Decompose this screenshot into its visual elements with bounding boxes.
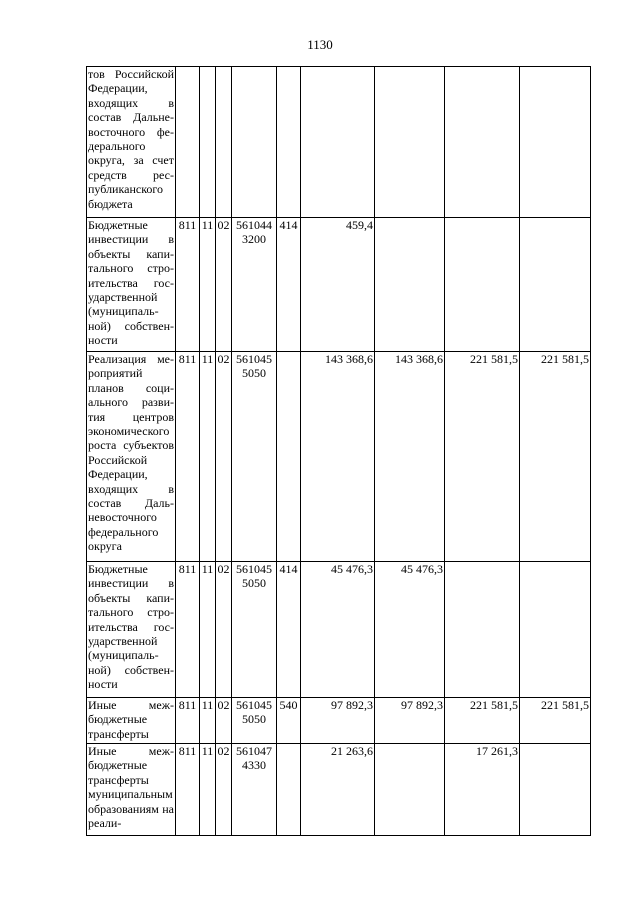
vr-code bbox=[277, 744, 301, 836]
amount-1 bbox=[301, 67, 375, 218]
table-row bbox=[87, 352, 591, 562]
amount-4 bbox=[520, 744, 591, 836]
amount-3 bbox=[445, 218, 520, 352]
row-name: Реализация мероприятий планов социального развития центров экономического роста субъектов Российской Федерации, входящих в состав Дальневосточного федерального округа bbox=[87, 352, 176, 562]
amount-1: 21 263,6 bbox=[301, 744, 375, 836]
row-name: Бюджетные инвестиции в объекты капитального строительства государственной (муниципальной) собственности bbox=[87, 562, 176, 698]
table-row bbox=[87, 218, 591, 352]
rz-code: 11 bbox=[200, 698, 216, 744]
table-row bbox=[87, 744, 591, 836]
row-name: Бюджетные инвестиции в объекты капитального строительства государственной (муниципальной) собственности bbox=[87, 218, 176, 352]
vr-code: 540 bbox=[277, 698, 301, 744]
amount-3 bbox=[445, 67, 520, 218]
amount-2 bbox=[375, 67, 445, 218]
amount-2 bbox=[375, 744, 445, 836]
vr-code: 414 bbox=[277, 218, 301, 352]
row-name: Иные межбюджетные трансферты муниципальным образованиям на реали- bbox=[87, 744, 176, 836]
csr-code: 561045 5050 bbox=[232, 562, 277, 698]
csr-code: 561045 5050 bbox=[232, 698, 277, 744]
table-row bbox=[87, 698, 591, 744]
rz-code bbox=[200, 67, 216, 218]
pr-code bbox=[216, 67, 232, 218]
vr-code: 414 bbox=[277, 562, 301, 698]
amount-2 bbox=[375, 218, 445, 352]
gr-code bbox=[176, 67, 200, 218]
csr-code: 561045 5050 bbox=[232, 352, 277, 562]
pr-code: 02 bbox=[216, 352, 232, 562]
pr-code: 02 bbox=[216, 744, 232, 836]
rz-code: 11 bbox=[200, 562, 216, 698]
rz-code: 11 bbox=[200, 352, 216, 562]
amount-1: 143 368,6 bbox=[301, 352, 375, 562]
pr-code: 02 bbox=[216, 698, 232, 744]
amount-4 bbox=[520, 67, 591, 218]
amount-2: 143 368,6 bbox=[375, 352, 445, 562]
table-row bbox=[87, 67, 591, 218]
amount-3: 17 261,3 bbox=[445, 744, 520, 836]
vr-code bbox=[277, 352, 301, 562]
amount-3: 221 581,5 bbox=[445, 352, 520, 562]
amount-3: 221 581,5 bbox=[445, 698, 520, 744]
amount-4 bbox=[520, 218, 591, 352]
page-number: 1130 bbox=[307, 37, 333, 52]
row-name: Иные межбюджетные трансферты bbox=[87, 698, 176, 744]
csr-code bbox=[232, 67, 277, 218]
gr-code: 811 bbox=[176, 744, 200, 836]
vr-code bbox=[277, 67, 301, 218]
amount-4 bbox=[520, 562, 591, 698]
amount-1: 459,4 bbox=[301, 218, 375, 352]
csr-code: 561044 3200 bbox=[232, 218, 277, 352]
budget-table bbox=[86, 66, 591, 836]
pr-code: 02 bbox=[216, 562, 232, 698]
amount-2: 97 892,3 bbox=[375, 698, 445, 744]
amount-1: 45 476,3 bbox=[301, 562, 375, 698]
csr-code: 561047 4330 bbox=[232, 744, 277, 836]
gr-code: 811 bbox=[176, 562, 200, 698]
amount-1: 97 892,3 bbox=[301, 698, 375, 744]
gr-code: 811 bbox=[176, 698, 200, 744]
amount-3 bbox=[445, 562, 520, 698]
amount-4: 221 581,5 bbox=[520, 352, 591, 562]
pr-code: 02 bbox=[216, 218, 232, 352]
gr-code: 811 bbox=[176, 352, 200, 562]
rz-code: 11 bbox=[200, 744, 216, 836]
amount-2: 45 476,3 bbox=[375, 562, 445, 698]
rz-code: 11 bbox=[200, 218, 216, 352]
gr-code: 811 bbox=[176, 218, 200, 352]
table-row bbox=[87, 562, 591, 698]
amount-4: 221 581,5 bbox=[520, 698, 591, 744]
row-name: тов Российской Федерации, входящих в состав Дальневосточного федерального округа, за счет средств республиканского бюджета bbox=[87, 67, 176, 218]
